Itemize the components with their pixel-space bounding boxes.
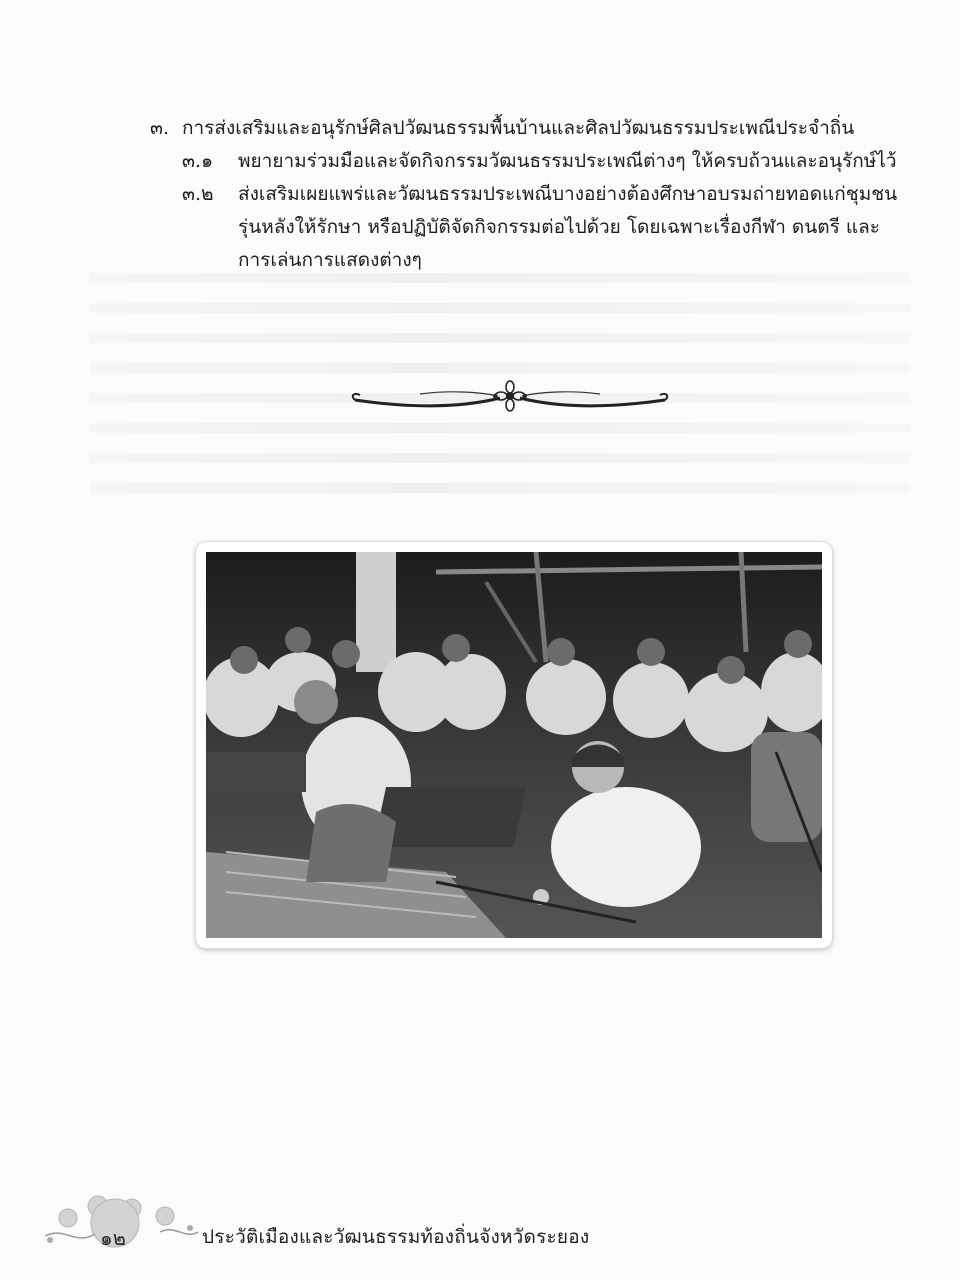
photo-frame [196, 542, 832, 948]
decorative-divider [350, 378, 670, 418]
page-number: ๑๒ [100, 1226, 126, 1250]
item-line: รุ่นหลังให้รักษา หรือปฏิบัติจัดกิจกรรมต่อไปด้วย โดยเฉพาะเรื่องกีฬา ดนตรี และ [238, 216, 880, 238]
flower-icon [493, 381, 527, 411]
photo-traditional-music-ensemble [206, 552, 822, 938]
item-line: พยายามร่วมมือและจัดกิจกรรมวัฒนธรรมประเพณีต่างๆ ให้ครบถ้วนและอนุรักษ์ไว้ [238, 150, 897, 172]
item-line: ส่งเสริมเผยแพร่และวัฒนธรรมประเพณีบางอย่างต้องศึกษาอบรมถ่ายทอดแก่ชุมชน [238, 183, 898, 205]
item-number: ๓.๒ [182, 183, 214, 205]
running-footer-title: ประวัติเมืองและวัฒนธรรมท้องถิ่นจังหวัดระยอง [202, 1226, 590, 1248]
section-heading: การส่งเสริมและอนุรักษ์ศิลปวัฒนธรรมพื้นบ้านและศิลปวัฒนธรรมประเพณีประจำถิ่น [182, 117, 855, 139]
item-line: การเล่นการแสดงต่างๆ [238, 249, 422, 271]
item-number: ๓.๑ [182, 150, 214, 172]
section-number: ๓. [150, 117, 170, 139]
